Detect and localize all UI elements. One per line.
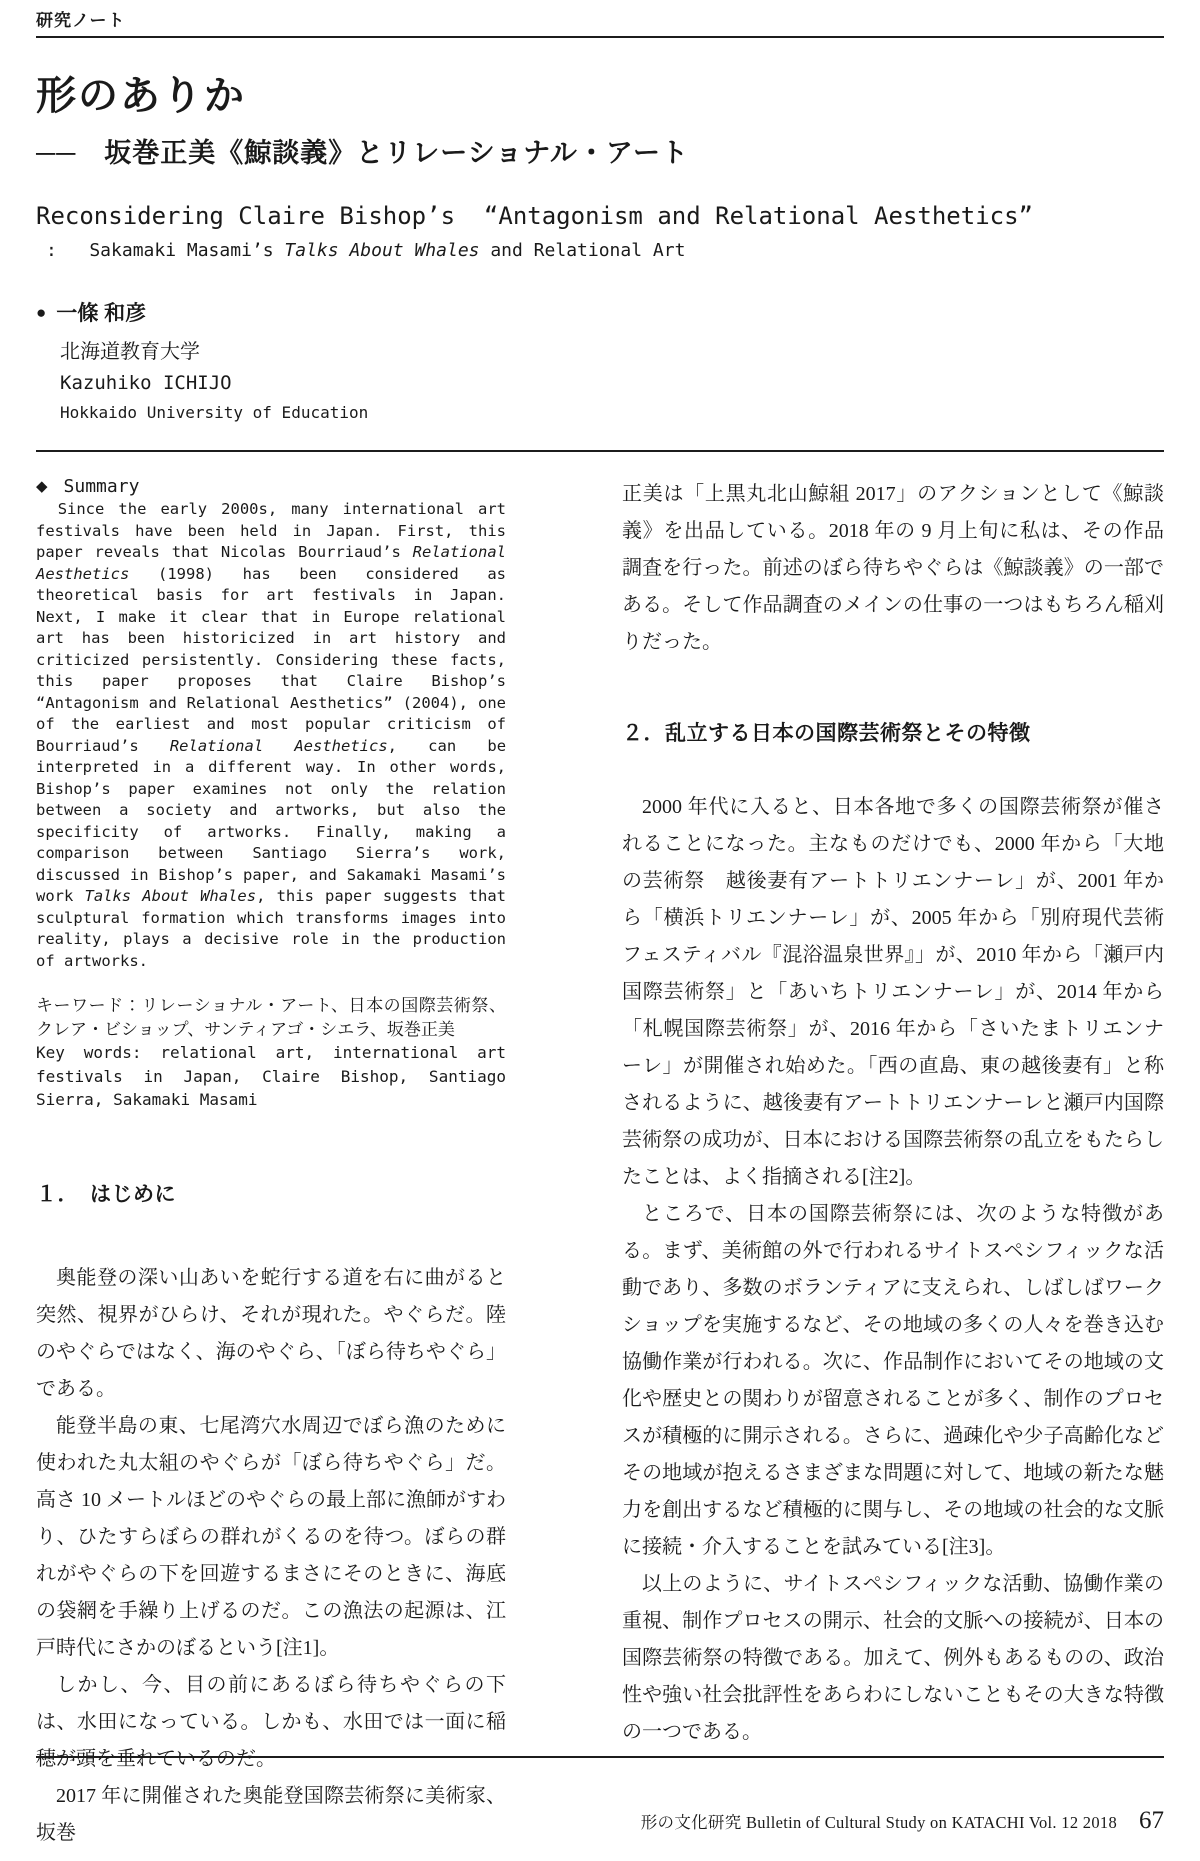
page-title-english: Reconsidering Claire Bishop’s “Antagonism and Relational Aesthetics”: [36, 202, 1033, 230]
section-2-heading: ２．乱立する日本の国際芸術祭とその特徴: [622, 722, 1031, 745]
author-affiliation-en: Hokkaido University of Education: [60, 403, 369, 422]
left-column: [36, 476, 506, 1852]
section-1-paragraph: 奥能登の深い山あいを蛇行する道を右に曲がると突然、視界がひらけ、それが現れた。やぐらだ。陸のやぐらではなく、海のやぐら、「ぼら待ちやぐら」である。: [36, 1266, 506, 1400]
author-name: [36, 297, 1164, 327]
author-block: [36, 297, 1164, 422]
page-title: 形のありか: [36, 74, 246, 118]
section-1-paragraph: 2017 年に開催された奥能登国際芸術祭に美術家、坂巻: [36, 1784, 506, 1844]
journal-citation: 形の文化研究 Bulletin of Cultural Study on KATACHI Vol. 12 2018: [640, 1813, 1117, 1832]
section-1-heading: １． はじめに: [36, 1182, 176, 1206]
section-1-continuation-paragraph: 正美は「上黒丸北山鯨組 2017」のアクションとして《鯨談義》を出品している。2018 年の 9 月上旬に私は、その作品調査を行った。前述のぼら待ちやぐらは《鯨談義》の一部である。そして作品調査のメインの仕事の一つはもちろん稲刈りだった。: [622, 483, 1164, 653]
section-2-paragraph: 2000 年代に入ると、日本各地で多くの国際芸術祭が催されることになった。主なものだけでも、2000 年から「大地の芸術祭 越後妻有アートトリエンナーレ」が、2001 年から「横浜トリエンナーレ」が、2005 年から「別府現代芸術フェスティバル『混浴温泉世界』」が、2010 年から「瀬戸内国際芸術祭」と「あいちトリエンナーレ」が、2014 年から「札幌国際芸術祭」が、2016 年から「さいたまトリエンナーレ」が開催され始めた。「西の直島、東の越後妻有」と称されるように、越後妻有アートトリエンナーレと瀬戸内国際芸術祭の成功が、日本における国際芸術祭の乱立をもたらしたことは、よく指摘される[注2]。: [622, 796, 1164, 1188]
category-label: 研究ノート: [36, 11, 126, 30]
summary-heading: [36, 476, 506, 497]
author-bullet-icon: ●: [36, 303, 47, 322]
header-divider: [36, 36, 1164, 38]
summary-heading-label: Summary: [63, 476, 140, 497]
two-column-body: [36, 476, 1164, 1852]
author-name-en: Kazuhiko ICHIJO: [60, 372, 232, 394]
column-gap: [506, 476, 622, 1852]
keywords-english: Key words: relational art, international art festivals in Japan, Claire Bishop, Santiago Sierra, Sakamaki Masami: [36, 1043, 506, 1109]
summary-abstract: Since the early 2000s, many international art festivals have been held in Japan. First, this paper reveals that Nicolas Bourriaud’s Relational Aesthetics (1998) has been considered as theoretical basis for art festivals in Japan. Next, I make it clear that in Europe relational art has been historicized in art history and criticized persistently. Considering these facts, this paper proposes that Claire Bishop’s “Antagonism and Relational Aesthetics” (2004), one of the earliest and most popular criticism of Bourriaud’s Relational Aesthetics, can be interpreted in a different way. In other words, Bishop’s paper examines not only the relation between a society and artworks, but also the specificity of artworks. Finally, making a comparison between Santiago Sierra’s work, discussed in Bishop’s paper, and Sakamaki Masami’s work Talks About Whales, this paper suggests that sculptural formation which transforms images into reality, plays a decisive role in the production of artworks.: [36, 500, 507, 970]
body-divider: [36, 450, 1164, 452]
section-1-paragraph: 能登半島の東、七尾湾穴水周辺でぼら漁のために使われた丸太組のやぐらが「ぼら待ちやぐら」だ。高さ 10 メートルほどのやぐらの最上部に漁師がすわり、ひたすらぼらの群れがくるのを待つ。ぼらの群れがやぐらの下を回遊するまさにそのときに、海底の袋網を手繰り上げるのだ。この漁法の起源は、江戸時代にさかのぼるという[注1]。: [36, 1414, 506, 1659]
footer: [641, 1807, 1164, 1835]
page-subtitle-english: : Sakamaki Masami’s Talks About Whales and Relational Art: [46, 240, 686, 261]
section-2-paragraph: ところで、日本の国際芸術祭には、次のような特徴がある。まず、美術館の外で行われるサイトスペシフィックな活動であり、多数のボランティアに支えられ、しばしばワークショップを実施するなど、その地域の多くの人々を巻き込む協働作業が行われる。次に、作品制作においてその地域の文化や歴史との関わりが留意されることが多く、制作のプロセスが積極的に開示される。さらに、過疎化や少子高齢化などその地域が抱えるさまざまな問題に対して、地域の新たな魅力を創出するなど積極的に関与し、その地域の社会的な文脈に接続・介入することを試みている[注3]。: [622, 1203, 1164, 1558]
section-1-paragraph: しかし、今、目の前にあるぼら待ちやぐらの下は、水田になっている。しかも、水田では一面に稲穂が頭を垂れているのだ。: [36, 1673, 506, 1770]
author-name-ja: 一條 和彦: [56, 302, 147, 325]
keywords-block: [36, 994, 506, 1112]
right-column: [622, 476, 1164, 1852]
section-2-paragraph: 以上のように、サイトスペシフィックな活動、協働作業の重視、制作プロセスの開示、社会的文脈への接続が、日本の国際芸術祭の特徴である。加えて、例外もあるものの、政治性や強い社会批評性をあらわにしないこともその大きな特徴の一つである。: [622, 1573, 1164, 1743]
diamond-icon: ◆: [36, 478, 48, 495]
author-affiliation-ja: 北海道教育大学: [60, 341, 200, 363]
page-number: 67: [1139, 1807, 1164, 1834]
keywords-japanese: キーワード：リレーショナル・アート、日本の国際芸術祭、クレア・ビショップ、サンティアゴ・シエラ、坂巻正美: [36, 996, 506, 1039]
page-subtitle: ── 坂巻正美《鯨談義》とリレーショナル・アート: [36, 138, 690, 168]
footer-divider: [36, 1756, 1164, 1758]
